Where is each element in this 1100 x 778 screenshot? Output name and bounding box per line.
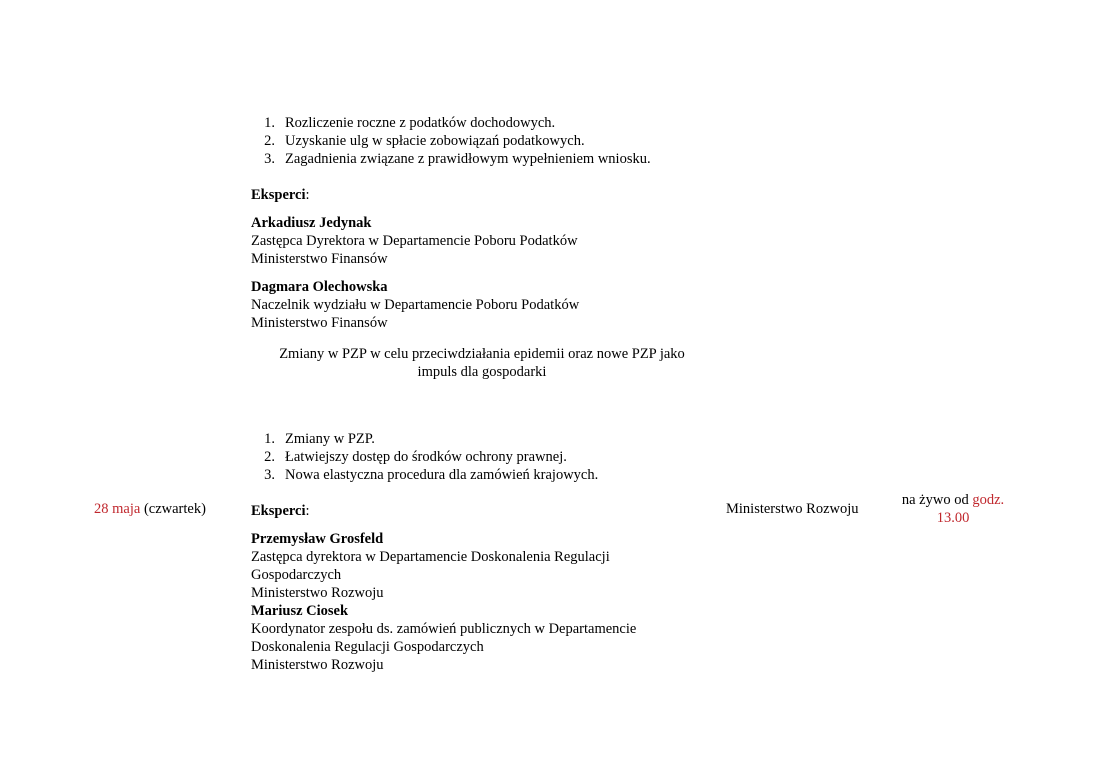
expert-organization: Ministerstwo Rozwoju: [251, 585, 384, 601]
experts-colon: :: [305, 503, 310, 519]
list-item: [252, 132, 651, 150]
list-item: [252, 150, 651, 168]
expert-entry: [251, 602, 636, 674]
expert-entry: [251, 214, 578, 268]
list-item: [252, 466, 598, 484]
time-prefix: na żywo od: [901, 492, 973, 508]
expert-organization: Ministerstwo Finansów: [251, 315, 388, 331]
session2-title: [252, 345, 712, 381]
session1-topic-list: [252, 114, 651, 168]
experts-heading: [251, 502, 310, 520]
list-text: Uzyskanie ulg w spłacie zobowiązań podatkowych.: [285, 133, 585, 149]
date-day: 28 maja: [94, 501, 141, 517]
list-item: [252, 448, 598, 466]
expert-role: Gospodarczych: [251, 567, 342, 583]
time-value: 13.00: [936, 510, 970, 526]
expert-role: Zastępca Dyrektora w Departamencie Poboru Podatków: [251, 233, 578, 249]
session-time: [893, 491, 1013, 527]
time-hour-label: godz.: [972, 492, 1005, 508]
list-number: 3.: [264, 467, 275, 483]
session-title-line: impuls dla gospodarki: [417, 364, 547, 380]
list-number: 1.: [264, 115, 275, 131]
session2-topic-list: [252, 430, 598, 484]
experts-label: Eksperci: [251, 187, 306, 203]
expert-role: Koordynator zespołu ds. zamówień publicznych w Departamencie: [251, 621, 637, 637]
list-number: 3.: [264, 151, 275, 167]
list-text: Łatwiejszy dostęp do środków ochrony prawnej.: [285, 449, 567, 465]
expert-entry: [251, 530, 610, 602]
session-organizer: Ministerstwo Rozwoju: [726, 501, 859, 517]
expert-name: Mariusz Ciosek: [251, 603, 349, 619]
expert-name: Przemysław Grosfeld: [251, 531, 384, 547]
list-text: Zmiany w PZP.: [285, 431, 375, 447]
expert-organization: Ministerstwo Finansów: [251, 251, 388, 267]
experts-heading: [251, 186, 310, 204]
list-text: Rozliczenie roczne z podatków dochodowych.: [285, 115, 556, 131]
list-number: 2.: [264, 133, 275, 149]
list-number: 1.: [264, 431, 275, 447]
experts-label: Eksperci: [251, 503, 306, 519]
date-weekday: (czwartek): [140, 501, 206, 517]
list-item: [252, 430, 598, 448]
list-text: Nowa elastyczna procedura dla zamówień krajowych.: [285, 467, 599, 483]
expert-role: Naczelnik wydziału w Departamencie Poboru Podatków: [251, 297, 580, 313]
list-text: Zagadnienia związane z prawidłowym wypełnieniem wniosku.: [285, 151, 651, 167]
list-number: 2.: [264, 449, 275, 465]
list-item: [252, 114, 651, 132]
session-title-line: Zmiany w PZP w celu przeciwdziałania epidemii oraz nowe PZP jako: [279, 346, 685, 362]
expert-name: Dagmara Olechowska: [251, 279, 388, 295]
expert-role: Zastępca dyrektora w Departamencie Doskonalenia Regulacji: [251, 549, 610, 565]
expert-entry: [251, 278, 579, 332]
expert-organization: Ministerstwo Rozwoju: [251, 657, 384, 673]
expert-role: Doskonalenia Regulacji Gospodarczych: [251, 639, 484, 655]
expert-name: Arkadiusz Jedynak: [251, 215, 372, 231]
session-date: [94, 500, 206, 518]
experts-colon: :: [305, 187, 310, 203]
